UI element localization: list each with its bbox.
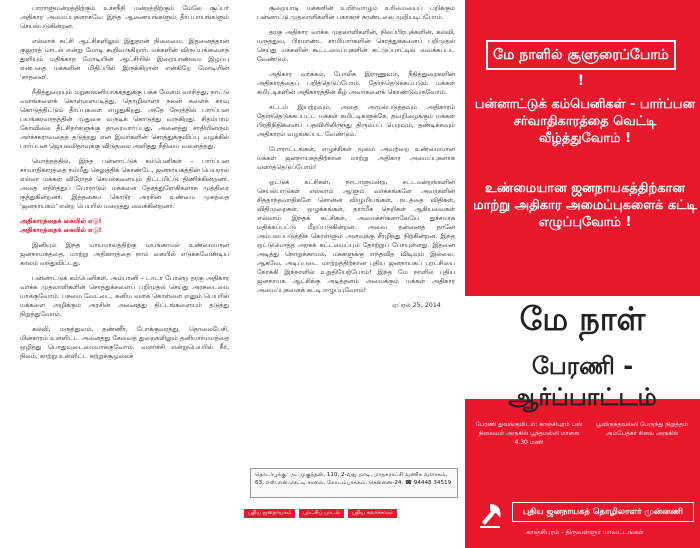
paragraph: நீதித்துறையும் மறுகாலனியாக்கத்துக்கு பக்க மேளம் வாசித்து, நாட்டு வளங்களைக் கொள்ளையடித்து, தொழிலாளர் நலன் களைக் காவு கொடுத்திட்டும் தீர்ப்புகளை எழுதுகிறது. அதே நேரத்தில் பார்ப்பன பயங்கரவாதத்தின் முதுகை வருடிக் கொடுத்து வருகிறது. சிதம்பரம் கோவிலை தீட்சிதர்களுக்கு தாரைவார்ப்பது, அனைத்து சாதியினரும் அர்ச்சகராவதைத் தடுத்தது என இவர்களின் சொத்துக்குவிப்பு வழக்கில் பார்ப்பன ஜெயலலிதாவுக்கு விடுதலை அளித்து நீதியை வளைத்தது. [20, 88, 229, 150]
publication-tag: புரட்சிப் பாடல் [299, 509, 344, 518]
districts-footer: காஞ்சிபுரம் - திருவள்ளூர் மாவட்டங்கள் [526, 528, 644, 536]
paragraph: பன்னாட்டுக் கம்பெனிகள், அம்பானி – டாடா போன்ற தரகு அதிகார வர்க்க முதலாளிகளின் சொத்துக்களைப் பறிமுதல் செய்து அரசுடைமை யாக்குவோம். பசுமை வேட்டை, கனிம வளக் கொள்ளை எனும் பெயரில் மக்களை அழிக்கும் அரசின் அனைத்து திட்டங்களையும் தடுத்து நிறுத்துவோம். [20, 274, 229, 318]
publication-tags [244, 507, 464, 519]
paragraph: ஓட்டுக் கட்சிகள், நாடாளுமன்ற, சட்டமன்றங்களின் செயல்பாடுகள் எல்லாம் ஆளும் வர்க்கங்களே அவர்களின் சித்தாந்தவாதிகளே சொன்ன விழுமியங்கள், நடத்தை விதிகள், விதிமுறைகள், ஒழுக்கங்கள், தார்மீக நெறிகள் ஆகியவைகள் எல்லாம் இந்தக் கட்சிகள், அமைச்சர்களாலேயே துச்சமாக மதிக்கப்பட்டு மீறப்படுகின்றன. அவை தன்னைத் தானே அம்பலப்படுத்திக் கொள்ளும் அளவுக்கு சீரழிந்து நிற்கின்றன. இந்த ஒட்டுமொத்த அரசுக் கட்டமைப்பும் தோற்றுப் போயுள்ளது. இதனை அடித்து நொறுக்காமல், மக்களுக்கு எந்தவித விடிவும் இல்லை. ஆகவே, அடிப்படை மாற்றத்திற்கான புதிய ஜனநாயகப் புரட்சியை நோக்கி இந்நாளில் உறுதியேற்போம்! இந்த மே நாளில் புதிய ஜனநாயக ஆட்சிக்கு அடித்தளம் அமைக்கும் மக்கள் அதிகார அமைப்புகளைக் கட்டி எழுப்புவோம்! [257, 178, 455, 294]
paragraph: மொத்தத்தில், இந்த பன்னாட்டுக் கம்பெனிகள் – பார்ப்பன சர்வாதிகாரத்தை நம்மீது செலுத்திக் கொண்டே, ஜனநாயகத்தின் பெயரால் எல்லா மக்கள் விரோதச் செயல்களையும் திட்டமிட்டு திணிக்கின்றனர். அதை எதிர்த்துப் போராடும் மக்களை தேசத்துரோகிகளாக முத்திரை குத்துகின்றனர். இத்தகைய கொடூர அரசின் உண்மை முகத்தை 'ஜனநாயகம்' என்ற பெயரில் மறைத்து வைக்கின்றனர். [20, 157, 229, 210]
paragraph: போராட்டங்கள், எழுச்சிகள் மூலம் அவற்றை உண்மையான மக்கள் ஜனநாயகத்திற்கான மாற்று அதிகார அமைப்புகளாக வளர்த்தெடுப்போம்! [257, 145, 455, 171]
venue-start: பேரணி துவங்குமிடம்: காஞ்சிபுரம் பஸ் நிலையம் அருகில் பூந்தமல்லி மாலை 4.30 மணி [475, 421, 583, 446]
rally-title: பேரணி - ஆர்ப்பாட்டம் [508, 352, 657, 411]
publication-tag: புதிய கலாச்சாரம் [348, 509, 397, 518]
may-day-title: மே நாள் [519, 300, 646, 338]
paragraph: சட்டம் இயற்றவும், அதை அமுல்படுத்தவும் அதிகாரம் தேர்ந்தெடுக்கப்பட்ட மக்கள் கமிட்டிகளுக்கே. தவறிழைக்கும் மக்கள் பிரதிநிதிகளைப் பதவியிலிருந்து திரும்பப் பெறவும், தண்டிக்கவும் அதிகாரம் வழங்கப்பட வேண்டும். [257, 103, 455, 138]
text-column-middle [243, 0, 465, 548]
hammer-sickle-logo [476, 500, 504, 530]
paragraph: அதிகார வர்க்கம், போலீசு இராணுவம், நீதித்துறைகளின் அதிகாரத்தைப் பறித்தெடுப்போம். தேர்ந்தெடுக்கப்படும் மக்கள் கமிட்டிகளின் அதிகாரத்தின் கீழ் அவர்களைக் கொண்டுவருவோம். [257, 70, 455, 96]
slogan-two: உண்மையான ஜனநாயகத்திற்கான மாற்று அதிகார அமைப்புகளைக் கட்டி எழுப்புவோம் ! [473, 181, 697, 230]
venue-end: பூவிருந்தவல்லி பேருந்து நிறுத்தம் அம்பேத்கர் சிலை அருகில் [596, 421, 688, 437]
paragraph: எல்லாக் கட்சி ஆட்சிகளிலும் இதுதான் நிலைமை. இதனைத்தான் குஜராத் மாடல் என்று மோடி கூறிவருகிறார். மக்களின் விருப்பங்களைத் துளியும் மதிக்காத மோடியின் ஆட்சியில் இறையாண்மை இழப்பு என்பதை மக்களின் மிதிப்பில் இருக்கிறான் என்கிறே மோடியின் 'சாதனை'. [20, 37, 229, 81]
paragraph: தரகு அதிகார வர்க்க முதலாளிகளின், நிலப்பிரபுக்களின், கல்வி, மருத்துவ, பிரமாண்ட சாமியார்களின் சொத்துக்களைப் பறிமுதல் செய்து மக்களின் கூட்டமைப்புகளின் கட்டுப்பாட்டில் வைக்கப்பட வேண்டும். [257, 28, 455, 63]
slogan-one: பன்னாட்டுக் கம்பெனிகள் - பார்ப்பன சர்வாதிகாரத்தை வெட்டி வீழ்த்துவோம் ! [474, 97, 696, 146]
organization-name: புதிய ஜனநாயகத் தொழிலாளர் முன்னணி [512, 502, 694, 522]
headline-box: மே நாளில் சூளுரைப்போம் ! [486, 40, 676, 70]
paragraph: கல்வி, மருத்துவம், தண்ணீர், போக்குவரத்து, தொலைபேசி, மின்சாரம் உள்ளிட்ட அனைத்து சேவைத் துறைகளிலும் தனியார்மயத்தை ஒழித்து பொதுவுடைமையாக்குவோம். வளர்ச்சி என்றுபெயரில் நீர், நிலம், காற்று உள்ளிட்ட சுற்றுச்சூழலைச் [20, 325, 229, 360]
publication-tag: புதிய ஜனநாயகம் [244, 509, 295, 518]
text-column-left [0, 0, 243, 548]
paragraph: சூறையாடி மக்களின் உயிர்வாழும் உரிமையைப் பறிக்கும் பன்னாட்டு முதலாளிகளின் பகாசுரச் சுரண்டலை முறியடிப்போம். [257, 4, 455, 21]
highlight-line: அதிகாரத்தைக் கையில் எடு! [20, 226, 102, 234]
paragraph: இனியும் இந்த மாயமாலத்திற்கு மயங்காமல் உண்மையான ஜனநாயகத்தை, மாற்று அதிகாரத்தை நாம் கையில் எடுக்கவேண்டிய காலம் வந்துவிட்டது. [20, 241, 229, 267]
highlight-line: அதிகாரத்தைக் கையில் எடு! [20, 217, 102, 225]
paragraph: பாராளுமன்றத்திற்கும் உச்சநீதி மன்றத்திற்கும் மேலே சூப்பர் அதிகார அமைப்புகளாகவே இந்த ஆணையங்களும் தீர்ப்பாயங்களும் செயல்படுகின்றன. [20, 4, 229, 30]
contact-box: தொடர்புக்கு: அ. முகுந்தன், 110, 2-வது மாடி, மாநகராட்சி வணிக வளாகம், 63, எஸ்.என்.செட்டி சாலை, கோடம்பாக்கம், சென்னை-24. ☎ 94448 34519 [250, 468, 458, 498]
date-line: ஏப்ரல் 25, 2014 [392, 301, 441, 309]
